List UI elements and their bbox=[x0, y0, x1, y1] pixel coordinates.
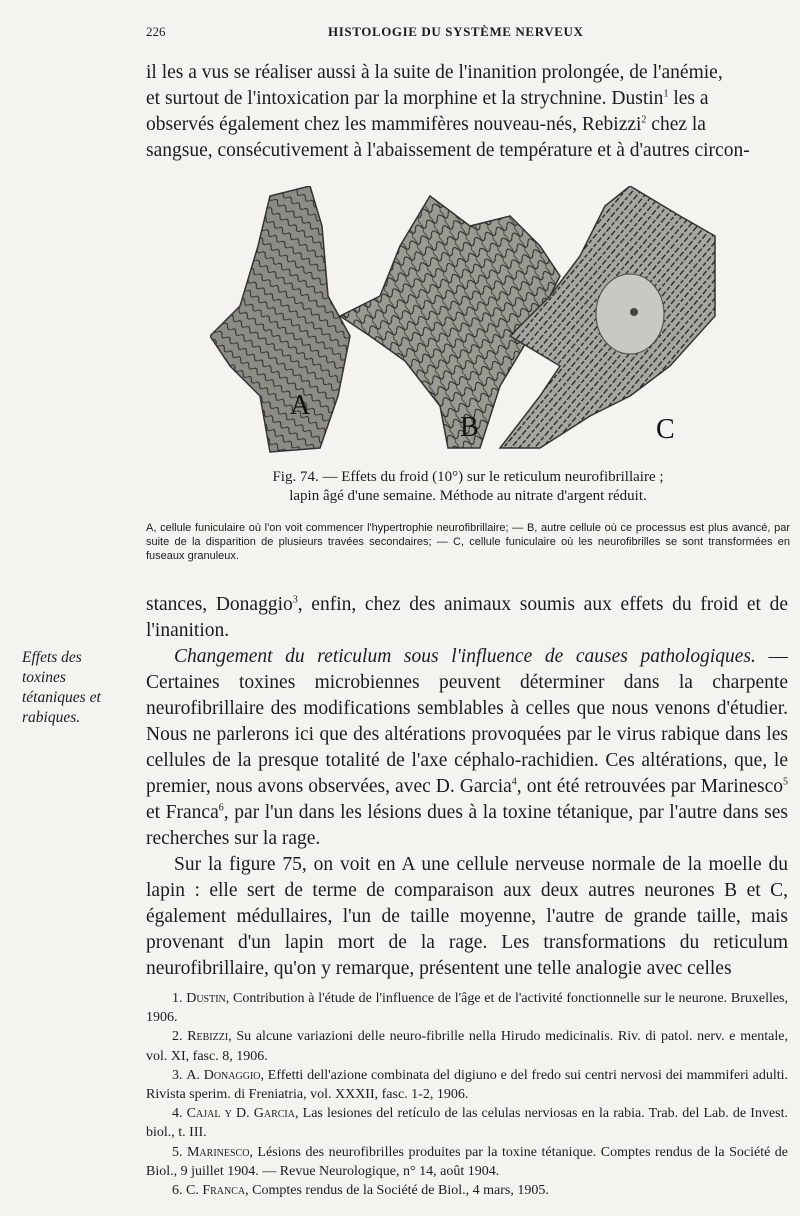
footnote: 1. Dustin, Contribution à l'étude de l'influence de l'âge et de l'activité fonctionnelle sur le neurone. Bruxelles, 1906. bbox=[146, 991, 789, 1026]
footnote: 5. Marinesco, Lésions des neurofibrilles produites par la toxine tétanique. Comptes rendus de la Société de Biol., 9 juillet 1904. — Revue Neurologique, n° 14, août 1904. bbox=[146, 1144, 788, 1179]
footnote-ref: 2 bbox=[641, 114, 647, 126]
cell-c bbox=[500, 186, 715, 448]
body-text-bottom bbox=[146, 592, 788, 982]
footnote: 6. C. Franca, Comptes rendus de la Société de Biol., 4 mars, 1905. bbox=[172, 1183, 549, 1199]
body-text-top bbox=[146, 60, 788, 164]
figure-74-illustration bbox=[210, 186, 720, 458]
footnote-ref: 1 bbox=[663, 88, 669, 100]
footnote-ref: 5 bbox=[783, 776, 789, 788]
footnote-ref: 6 bbox=[218, 802, 224, 814]
paragraph: Changement du reticulum sous l'influence de causes pathologiques. — Certaines toxines microbiennes peuvent déterminer dans la charpente neurofibrillaire des modifications semblables à celles que nous venons d'étudier. Nous ne parlerons ici que des altérations provoquées par le virus rabique dans les cellules de la presque totalité de l'axe céphalo-rachidien. Ces altérations, que, le premier, nous avons observées, avec D. Garcia$^4$, ont été retrouvées par Marinesco$^5$ et Franca$^6$, par l'un dans les lésions dues à la toxine tétanique, par l'autre dans ses recherches sur la rage. bbox=[146, 646, 789, 849]
text-line: observés également chez les mammifères nouveau-nés, Rebizzi$^2$ chez la bbox=[146, 114, 706, 135]
page-number: 226 bbox=[146, 24, 166, 39]
running-title: HISTOLOGIE DU SYSTÈME NERVEUX bbox=[328, 24, 584, 39]
footnote-ref: 4 bbox=[511, 776, 517, 788]
legend-text: A, cellule funiculaire où l'on voit commencer l'hypertrophie neurofibrillaire; — B, autre cellule où ce processus est plus avancé, par suite de la disparition de plusieurs travées secondaires; — C, cellule funiculaire où les neurofibrilles se sont transformées en fuseaux granuleux. bbox=[146, 522, 790, 562]
figure-label-c: C bbox=[656, 414, 675, 445]
footnote: 2. Rebizzi, Su alcune variazioni delle neuro-fibrille nella Hirudo medicinalis. Riv. di patol. nerv. e mentale, vol. XI, fasc. 8, 1906. bbox=[146, 1029, 789, 1064]
figure-label-b: B bbox=[460, 412, 479, 443]
text-line: il les a vus se réaliser aussi à la suite de l'inanition prolongée, de l'anémie, bbox=[146, 62, 723, 83]
paragraph: stances, Donaggio$^3$, enfin, chez des animaux soumis aux effets du froid et de l'inanition. bbox=[146, 594, 788, 641]
figure-legend bbox=[146, 521, 790, 563]
paragraph: Sur la figure 75, on voit en A une cellule nerveuse normale de la moelle du lapin : elle sert de terme de comparaison aux deux autres neurones B et C, également médullaires, l'un de taille moyenne, l'autre de grande taille, mais provenant d'un lapin mort de la rage. Les transformations du reticulum neurofibrillaire, qu'on y remarque, présentent une telle analogie avec celles bbox=[146, 854, 788, 979]
figure-label-a: A bbox=[290, 390, 311, 421]
text-line: sangsue, consécutivement à l'abaissement de température et à d'autres circon- bbox=[146, 140, 750, 161]
caption-line: lapin âgé d'une semaine. Méthode au nitrate d'argent réduit. bbox=[289, 488, 647, 504]
cell-nucleus bbox=[596, 274, 664, 354]
footnote: 3. A. Donaggio, Effetti dell'azione combinata del digiuno e del fredo sui centri nervosi dei mammiferi adulti. Rivista sperim. di Freniatria, vol. XXXII, fasc. 1-2, 1906. bbox=[146, 1067, 788, 1103]
section-heading: Changement du reticulum sous l'influence de causes pathologiques. bbox=[174, 646, 756, 667]
footnotes bbox=[146, 989, 788, 1200]
footnote-ref: 3 bbox=[292, 594, 298, 606]
footnote: 4. Cajal y D. Garcia, Las lesiones del retículo de las celulas nerviosas en la rabia. Trab. del Lab. de Invest. biol., t. III. bbox=[146, 1106, 789, 1141]
margin-note: Effets des toxines tétaniques et rabiques. bbox=[22, 649, 101, 726]
neuron-cells-drawing bbox=[210, 186, 720, 458]
cell-a bbox=[210, 186, 350, 452]
caption-line: Fig. 74. — Effets du froid (10°) sur le reticulum neurofibrillaire ; bbox=[272, 469, 664, 485]
text-line: et surtout de l'intoxication par la morphine et la strychnine. Dustin$^1$ les a bbox=[146, 88, 709, 109]
figure-caption bbox=[150, 468, 786, 506]
